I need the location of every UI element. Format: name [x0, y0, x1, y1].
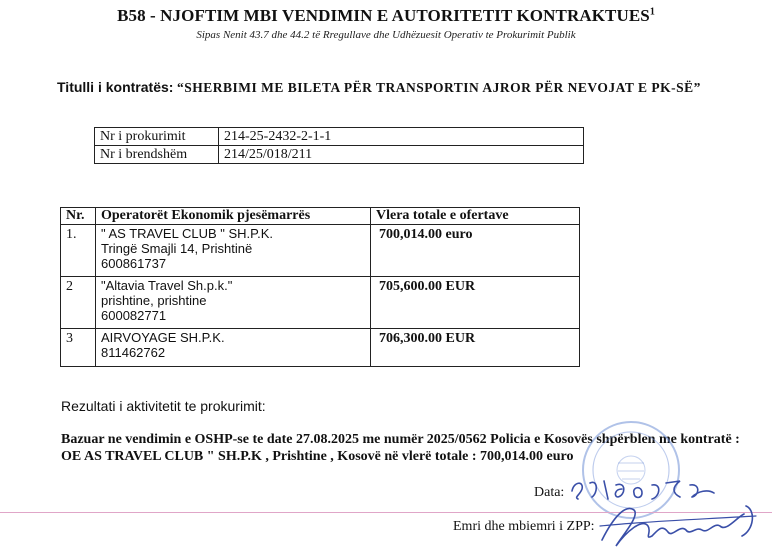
row-nr: 3 [61, 329, 96, 367]
decision-text: Bazuar ne vendimin e OSHP-se te date 27.08.2025 me numër 2025/0562 Policia e Kosovës shpërblen me kontratë : OE AS TRAVEL CLUB " SH.P.K , Prishtine , Kosovë në vlerë totale : 700,014.00 euro [61, 432, 740, 464]
row-nr: 2 [61, 277, 96, 329]
operators-header-row [61, 208, 580, 225]
operators-table [60, 207, 580, 367]
operator-address: Tringë Smajli 14, Prishtinë [101, 241, 253, 256]
date-label: Data: [534, 485, 565, 500]
row-nr: 1. [61, 225, 96, 277]
operator-id: 811462762 [101, 345, 166, 360]
contract-title-value: “SHERBIMI ME BILETA PËR TRANSPORTIN AJROR PËR NEVOJAT E PK-SË” [176, 80, 701, 95]
identifier-label: Nr i brendshëm [95, 146, 219, 164]
signature-icon [596, 496, 766, 554]
identifier-row [95, 146, 584, 164]
header-operator: Operatorët Ekonomik pjesëmarrës [96, 208, 371, 225]
document-title: B58 - NJOFTIM MBI VENDIMIN E AUTORITETIT KONTRAKTUES$^1$ [117, 6, 655, 25]
header-nr: Nr. [61, 208, 96, 225]
operator-cell [96, 225, 371, 277]
operator-id: 600082771 [101, 308, 167, 323]
offer-value: 705,600.00 EUR [371, 277, 580, 329]
identifier-label: Nr i prokurimit [95, 128, 219, 146]
offer-value: 700,014.00 euro [371, 225, 580, 277]
table-row [61, 329, 580, 367]
operator-name: AIRVOYAGE SH.P.K. [101, 330, 225, 345]
document-subtitle: Sipas Nenit 43.7 dhe 44.2 të Rregullave dhe Udhëzuesit Operativ te Prokurimit Publik [196, 29, 576, 41]
operator-name: "Altavia Travel Sh.p.k." [101, 278, 233, 293]
footnote-mark: 1 [649, 6, 655, 18]
offer-value: 706,300.00 EUR [371, 329, 580, 367]
header-value: Vlera totale e ofertave [371, 208, 580, 225]
signer-label: Emri dhe mbiemri i ZPP: [453, 519, 595, 534]
table-row [61, 225, 580, 277]
operator-id: 600861737 [101, 256, 167, 271]
identifiers-table [94, 127, 584, 164]
identifier-value: 214-25-2432-2-1-1 [219, 128, 584, 146]
contract-title-label: Titulli i kontratës: [57, 79, 174, 95]
table-row [61, 277, 580, 329]
identifier-row [95, 128, 584, 146]
operator-cell [96, 277, 371, 329]
operator-address: prishtine, prishtine [101, 293, 207, 308]
operator-cell [96, 329, 371, 367]
contract-title [57, 79, 701, 97]
identifier-value: 214/25/018/211 [219, 146, 584, 164]
result-label: Rezultati i aktivitetit te prokurimit: [61, 398, 266, 414]
operator-name: " AS TRAVEL CLUB " SH.P.K. [101, 226, 274, 241]
